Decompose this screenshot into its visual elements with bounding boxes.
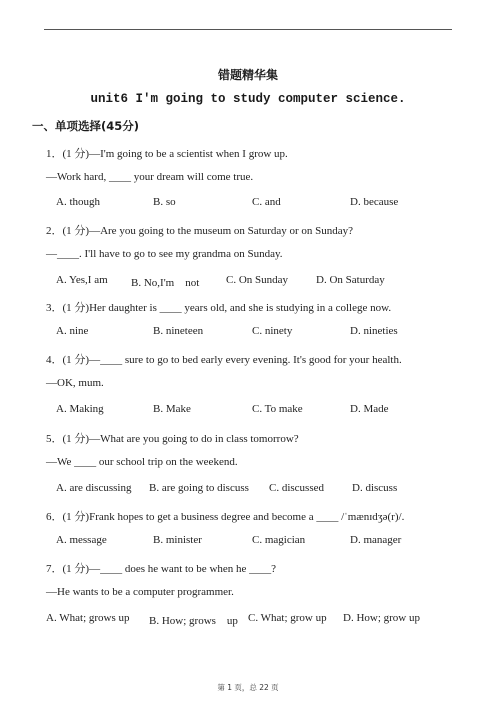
- section-heading: 一、单项选择(45分): [32, 119, 140, 133]
- question-7-option-d: D. How; grow up: [343, 612, 420, 624]
- question-5-stem: 5．(1 分)—What are you going to do in class tomorrow?: [46, 433, 299, 445]
- question-4-option-a: A. Making: [56, 403, 104, 415]
- question-4-stem: 4．(1 分)—____ sure to go to bed early every evening. It's good for your health.: [46, 354, 402, 366]
- question-5-option-b: B. are going to discuss: [149, 482, 249, 494]
- question-1-option-c: C. and: [252, 196, 281, 208]
- question-7-option-c: C. What; grow up: [248, 612, 327, 624]
- document-subtitle: unit6 I'm going to study computer science.: [90, 92, 406, 106]
- question-3-option-d: D. nineties: [350, 325, 398, 337]
- question-1-stem: 1．(1 分)—I'm going to be a scientist when I grow up.: [46, 148, 288, 160]
- question-2-option-d: D. On Saturday: [316, 274, 385, 286]
- question-4-line2: —OK, mum.: [46, 377, 104, 389]
- question-4-option-b: B. Make: [153, 403, 191, 415]
- question-7-line2: —He wants to be a computer programmer.: [46, 586, 234, 598]
- question-5-option-d: D. discuss: [352, 482, 398, 494]
- header-rule: [44, 29, 452, 30]
- question-7-option-b: B. How; grows up: [149, 615, 238, 627]
- question-6-option-d: D. manager: [350, 534, 402, 546]
- document-title: 错题精华集: [217, 68, 278, 82]
- question-3-option-c: C. ninety: [252, 325, 293, 337]
- question-1-option-d: D. because: [350, 196, 399, 208]
- question-2-option-a: A. Yes,I am: [56, 274, 108, 286]
- question-6-option-a: A. message: [56, 534, 107, 546]
- question-2-stem: 2．(1 分)—Are you going to the museum on Saturday or on Sunday?: [46, 225, 354, 237]
- question-4-option-d: D. Made: [350, 403, 389, 415]
- question-1-option-a: A. though: [56, 196, 100, 208]
- page-footer: 第 1 页，总 22 页: [217, 683, 279, 692]
- question-2-option-b: B. No,I'm not: [131, 277, 200, 289]
- question-7-option-a: A. What; grows up: [46, 612, 130, 624]
- question-5-line2: —We ____ our school trip on the weekend.: [46, 456, 238, 468]
- question-3-stem: 3．(1 分)Her daughter is ____ years old, and she is studying in a college now.: [46, 302, 392, 314]
- question-4-option-c: C. To make: [252, 403, 303, 415]
- question-7-stem: 7．(1 分)—____ does he want to be when he ____?: [46, 563, 277, 575]
- question-1-option-b: B. so: [153, 196, 176, 208]
- question-5-option-c: C. discussed: [269, 482, 324, 494]
- question-2-option-c: C. On Sunday: [226, 274, 289, 286]
- question-6-stem: 6．(1 分)Frank hopes to get a business degree and become a ____ /ˈmænɪdʒə(r)/.: [46, 511, 405, 523]
- question-6-option-c: C. magician: [252, 534, 306, 546]
- question-1-line2: —Work hard, ____ your dream will come true.: [46, 171, 254, 183]
- question-3-option-a: A. nine: [56, 325, 89, 337]
- question-2-line2: —____. I'll have to go to see my grandma on Sunday.: [46, 248, 283, 260]
- question-6-option-b: B. minister: [153, 534, 202, 546]
- question-3-option-b: B. nineteen: [153, 325, 204, 337]
- question-5-option-a: A. are discussing: [56, 482, 132, 494]
